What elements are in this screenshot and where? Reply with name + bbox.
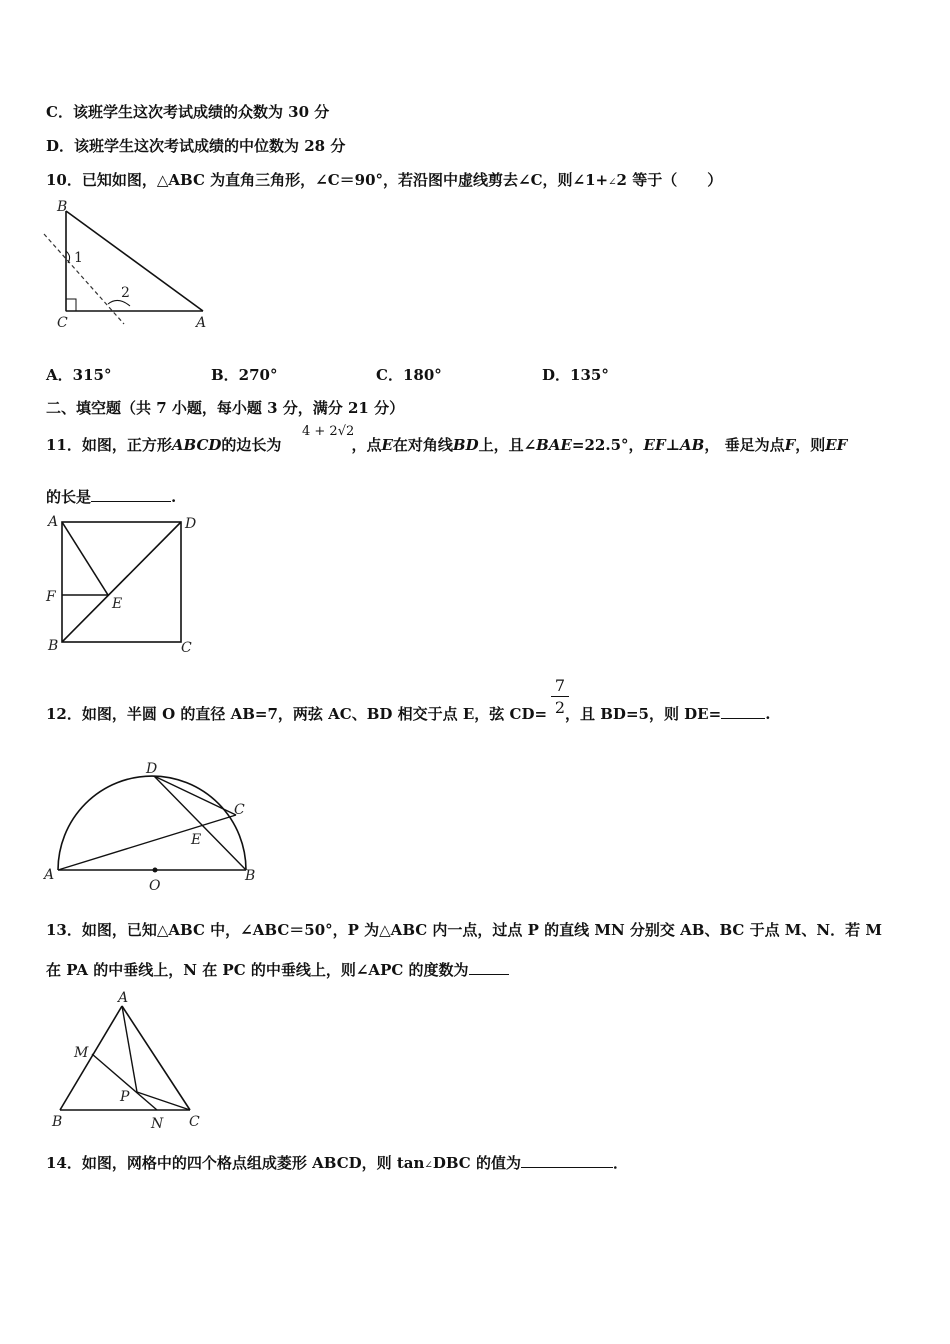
q10-figure	[40, 196, 220, 336]
q12-label-b: B	[245, 868, 256, 884]
q12-stem	[46, 702, 770, 724]
option-d	[46, 136, 345, 156]
q10-label-1: 1	[74, 250, 83, 266]
q12-frac-denominator: 2	[554, 698, 566, 717]
section2-title: 二、填空题（共 7 小题，每小题 3 分，满分 21 分）	[46, 399, 405, 417]
q13-segment-pc	[137, 1092, 190, 1110]
q12-frac-bar	[551, 696, 569, 697]
q12-center-o	[153, 868, 158, 873]
q11-text-c: ，点	[351, 436, 382, 454]
q11-text-b: 的边长为	[221, 436, 282, 454]
q12-text-b: ，且 BD=5，则 DE=	[565, 705, 722, 723]
option-c	[46, 102, 329, 122]
q13-side-ac	[122, 1006, 190, 1110]
q12-label-c: C	[234, 802, 245, 818]
q14-angle-symbol: ∠	[424, 1160, 433, 1171]
q12-chord-ac	[58, 815, 236, 870]
q10-stem	[46, 170, 722, 193]
q10-stem-text: 10．已知如图，△ABC 为直角三角形，∠C＝90°，若沿图中虚线剪去∠C，则∠1+	[46, 171, 609, 189]
q11-length-expression: 4 + 2√2	[302, 424, 355, 439]
q10-label-c: C	[57, 315, 68, 331]
q11-end: .	[171, 488, 177, 506]
q11-ef-perp-ab: EF⊥AB	[643, 436, 705, 454]
q12-end: .	[765, 705, 771, 723]
q11-text-g: ， 垂足为点	[704, 436, 785, 454]
q12-semicircle	[58, 776, 246, 870]
q12-figure	[40, 752, 265, 897]
q13-figure	[40, 986, 215, 1134]
q11-stem	[46, 435, 847, 455]
q11-label-e: E	[112, 596, 123, 612]
q11-label-c: C	[181, 640, 192, 656]
q13-label-a: A	[118, 990, 129, 1006]
q10-label-2: 2	[121, 285, 130, 301]
q11-label-a: A	[48, 514, 59, 530]
q10-right-angle-mark	[66, 299, 76, 311]
q10-angle-symbol: ∠	[608, 177, 617, 188]
q11-bae: BAE	[536, 436, 572, 454]
q11-label-f: F	[46, 589, 56, 605]
q11-figure	[40, 510, 205, 658]
q13-side-ab	[60, 1006, 122, 1110]
q10-stem-end: 2 等于（ ）	[616, 171, 723, 189]
q14-stem	[46, 1151, 628, 1176]
q13-label-n: N	[151, 1116, 164, 1132]
q11-text-h: ，则	[795, 436, 826, 454]
q11-text-e: 上，且∠	[478, 436, 537, 454]
q14-text-a: 14．如图，网格中的四个格点组成菱形 ABCD，则 tan	[46, 1154, 425, 1172]
q13-label-m: M	[74, 1045, 89, 1061]
q10-choice-d: D．135°	[542, 366, 609, 384]
q10-choice-c: C．180°	[376, 366, 442, 384]
q11-text-f: =22.5°，	[571, 436, 644, 454]
q11-segment-ae	[62, 522, 108, 595]
q10-choice-a: A．315°	[46, 366, 112, 384]
q10-label-b: B	[57, 199, 68, 215]
q12-label-o: O	[149, 878, 161, 894]
q11-diagonal-bd	[62, 522, 181, 642]
q11-e: E	[381, 436, 393, 454]
q11-abcd: ABCD	[171, 436, 222, 454]
q12-chord-cd	[154, 776, 236, 815]
q14-answer-blank[interactable]	[521, 1151, 613, 1168]
q12-frac-numerator: 7	[554, 676, 566, 695]
q11-label-b: B	[48, 638, 59, 654]
option-c-text: C．该班学生这次考试成绩的众数为 30 分	[46, 103, 330, 121]
q10-side-ab	[66, 211, 203, 311]
q11-line2-text: 的长是	[46, 488, 92, 506]
q11-bd: BD	[452, 436, 479, 454]
q10-label-a: A	[196, 315, 207, 331]
q13-label-b: B	[52, 1114, 63, 1130]
q11-label-d: D	[185, 516, 197, 532]
q11-text-a: 11．如图，正方形	[46, 436, 172, 454]
q12-label-e: E	[191, 832, 202, 848]
q11-line2	[46, 485, 176, 507]
q13-answer-blank[interactable]	[469, 958, 509, 975]
q10-choice-b: B．270°	[211, 366, 278, 384]
q11-ef: EF	[825, 436, 848, 454]
q13-line1: 13．如图，已知△ABC 中，∠ABC＝50°，P 为△ABC 内一点，过点 P 的直线 MN 分别交 AB、BC 于点 M、N．若 M	[46, 921, 882, 939]
q12-label-a: A	[44, 867, 55, 883]
q13-label-c: C	[189, 1114, 200, 1130]
q13-line2	[46, 958, 509, 980]
q11-f: F	[784, 436, 796, 454]
q12-answer-blank[interactable]	[721, 702, 765, 719]
q14-text-b: DBC 的值为	[432, 1154, 521, 1172]
option-d-text: D．该班学生这次考试成绩的中位数为 28 分	[46, 137, 346, 155]
q10-angle2-arc	[108, 300, 130, 306]
q13-label-p: P	[120, 1089, 130, 1105]
q12-label-d: D	[146, 761, 158, 777]
q14-end: ．	[612, 1154, 628, 1172]
q13-line2-text: 在 PA 的中垂线上，N 在 PC 的中垂线上，则∠APC 的度数为	[46, 961, 469, 979]
q11-answer-blank[interactable]	[91, 485, 171, 502]
q12-text-a: 12．如图，半圆 O 的直径 AB=7，两弦 AC、BD 相交于点 E，弦 CD=	[46, 705, 548, 723]
q11-text-d: 在对角线	[392, 436, 453, 454]
